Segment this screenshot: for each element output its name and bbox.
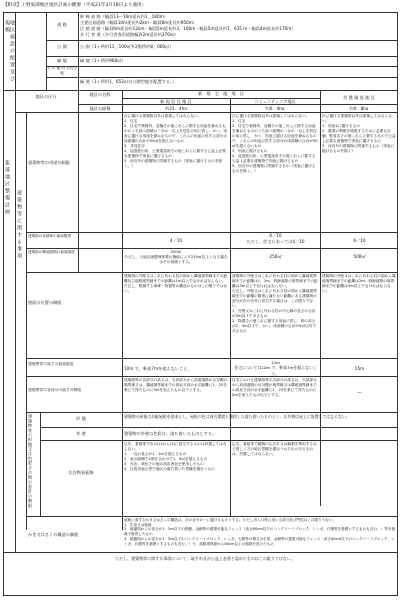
area-residential: 約21．4ha [165, 106, 187, 111]
ad-label: 広告物看板類 [68, 470, 94, 475]
setback-label: 壁面の位置の制限 [28, 300, 62, 305]
form-text: 建築物の屋根は勾配屋根を基本とし、屋根の色は周辺環境と調和した落ち着いたものとし、広告物は屋上に設置してはならない。 [124, 414, 350, 419]
footer-note: ただし、建築物等に関する事項について、取手市長が公益上必要と認めたものはこの限りではない。 [115, 556, 295, 561]
green-label: 緑 地 [57, 58, 67, 63]
far-residential: 4／10 [169, 238, 183, 243]
ad-community: 広告、看板等で鋼製の広告灯又は鋼製を利用するなど著しくその地区景観を損なうおそれのあるものは、設置してはならない。 [232, 442, 317, 456]
far-label: 建築物の容積率の最高限度 [28, 234, 72, 238]
document-header: 【附录】上野東部地区地区計画の概要（平成21年3月18日より適用） [3, 3, 147, 8]
site-community: 250㎡ [269, 254, 282, 259]
fence-text: 道路に面するかき又はさくの構造は、次の各号の一に掲げるものとする。ただし出入口等に用いる部分及び門柱はこの限りでない。 1．生垣又は植栽 2．地盤面からの高さが1．5m以下の鉄柵、金網等の透視可能なフェンス（高さ60cm以下のコンクリートブロック、レンガ、石積等を基礎とするものも含む。）等を植栽で修景したもの 3．地盤面からの高さが1．5m以下のコンクリートブロック、レンガ、石積等の塀又は生垣、金網等の透視可能なフェンス（高さ60cm以下のコンクリートブロック、レンガ、石積等を基礎とするものも含む。）で、道路境界線から60cm以上の植栽を設けたもの [124, 518, 396, 546]
height-limit-label: 建築物等の各部分の高さの制限 [28, 388, 82, 392]
zone-new-residential: 新 規 宅 地 地 区 [197, 91, 245, 96]
road-line-4: 歩 行 者 道（歩行者専用道路幅員2m延長約370m） [80, 32, 179, 37]
section-label-plan: 集落地区整備計画 [4, 160, 10, 216]
other-space-text: 緑 道（1ヶ所約1，652㎡の公開空地を配置する。） [80, 79, 177, 84]
site-farm: 500㎡ [353, 254, 366, 259]
setback-residential: 建築物の外壁又はこれに代わる柱の面から隣地境界線までの距離及び道路境界線までの距離は1m以上でなければならない。 ただし、附属する車庫・物置等の構造のものはこの限りではない。 [124, 274, 228, 293]
exterior-label: 外 壁 [76, 431, 86, 436]
park-label: 公 園 [57, 44, 67, 49]
zone-new-res-sub: 新 規 居 住 地 区 [160, 99, 192, 104]
height-max-residential: 10m で、軒高7mを超えないこと。 [124, 366, 192, 371]
fence-label: かき又はさくの構造の制限 [28, 532, 79, 537]
ad-residential: 広告、看板等で次の(1)から(3)に該当するものは設置してはならない。 1．一辺の長さが1．2mを超えるもの 2．表示面積で2面を合わせて1．5㎡を超えるもの 3．赤色、黄色その他の高彩度色を使用したもの 4．住居用表示等で地区の落ち着いた景観を損なうもの [124, 442, 227, 471]
zone-community: コミュニティコア地区 [254, 99, 296, 104]
height-max-label: 建築物等の高さの最高限度 [28, 362, 74, 366]
height-limit-residential: 建築物等の各部分の高さは、当該部分から前面道路の反対側の境界線又は、隣地境界線までの真北方向の水平距離に1．25を乗じて得たものに5mを加えたもの以下とする。 [124, 378, 228, 392]
far-community: 6／10 ただし、住宅にあっては4／10 [246, 233, 305, 244]
area-farm: 約0．8ha [349, 106, 369, 111]
far-farm: 6／10 [353, 238, 366, 243]
other-space-label: そ の 他 の 公共空地 [47, 66, 77, 75]
park-text: 公 園（1ヶ所約11，100㎡外2箇所約8，000㎡） [80, 44, 174, 49]
building-design-label: 建築物等の形態又は色彩その他の意匠の制限 [28, 414, 33, 508]
site-residential: 200㎡ ただし、土地区画整理事業の換地により210㎡以上となる場合はその面積とする。 [124, 250, 228, 264]
section-label-detail: 建築物等に関する事項 [16, 190, 22, 260]
use-label: 建築物等の用途の制限 [28, 160, 70, 165]
height-max-community: 12m 住宅については10m で、軒高7mを超えないこと。 [234, 360, 317, 376]
road-line-3: 区 画 道 路（幅員6m延長約12km・幅員5m延長約3，100m・幅員5m延長約1，635 m・幅員4m延長約170m） [80, 26, 296, 31]
use-community-text: 次に掲げる建築物以外は建築してはならない。 1．住宅 2．住宅で事務所、店舗その他これらに類する用途を兼ねるもののうち延べ面積の二分の一以上を居住の用に供し、かつ、別表に掲げる用途を兼ねるもので、これらの用途に供する部分の床面積の合計が50㎡を超えないもの 3．別表に掲げるもの 4．巡査派出所、公衆電話所その他これらに類する公益上必要な建築物で別表に掲げるもの 5．前各号の建築物に附属するもの（別表に掲げるものを除く。） [232, 114, 318, 173]
zone-area-label: 地区の面積 [89, 106, 111, 111]
road-label: 道 路 [57, 22, 67, 27]
road-line-1: 幹 線 道 路（幅員13～16m延長約1，180m） [80, 14, 168, 19]
section-label-facilities: 地区施設の配置及び規模 [4, 20, 15, 83]
green-text: 緑 地（1ヶ所約968㎡） [80, 58, 126, 63]
division-label: 地区の区分 [35, 94, 57, 99]
area-community: 約0．4ha [265, 106, 285, 111]
site-label: 建築物の敷地面積の最低限度 [28, 250, 75, 254]
setback-farm: 建築物の外壁又はこれに代わる柱の面から隣地境界線までの距離は2m、幹線道路の境界線までの距離は3m以上でなければならない。 [322, 274, 396, 293]
form-label: 形 態 [76, 416, 86, 421]
height-limit-community: 住宅における建築物等の各部分の高さは、当該部分から前面道路の反対側の境界線又は隣地境界線までの真北方向の水平距離に1．25を乗じて得たものに5mを加えたもの以下とする。 [232, 378, 317, 397]
height-limit-farm: ― [357, 390, 362, 395]
zone-farm: 営 農 施 設 地 区 [343, 95, 375, 100]
exterior-text: 建築物の外壁の色彩は、落ち着いたものとする。 [124, 431, 217, 436]
setback-community: 建築物の外壁又はこれに代わる柱の面から隣地境界線までの距離は1．2m、幹線道路の境界線までの距離は3m以上でなければならない。 ただし、外壁又はこれに代わる柱の面から隣地境界線までの距離の限度に満たない距離にある建築物の部分が次の各号に該当する場合は、この限りでない。 1．外壁又はこれに代わる柱の中心線の長さの合計が3m以下であるもの 2．物置その他これに類する用途に供し、軒の高さが2．3m以下で、かつ、床面積の合計が5㎡以内であるもの [232, 274, 318, 333]
road-line-2: 主要区画道路（幅員10m延長約2km・幅員8m延長約950m） [80, 20, 197, 25]
use-farm-text: 次に掲げる建築物以外は建築してはならない。 1．別表1に掲げるもの 2．農業の利便を増進するために必要な店舗、飲食店その他これらに類するもので公益上必要な建築物で別表に掲げるもの 3．前各号の建築物に附属するもの（別表に掲げるものを除く） [322, 114, 396, 153]
zone-name-label: 地区の名称 [89, 92, 111, 97]
use-residential-text: 次に掲げる建築物以外は建築してはならない。 1．住宅 2．住宅で事務所、店舗その他これらに類する用途を兼ねるもののうち延べ面積の二分の一以上を居住の用に供し、かつ、別表に掲げる用途を兼ねるもので、これらの用途に供する部分の床面積の合計が50㎡を超えないもの 3．共同住宅 4．巡査派出所、公衆電話所その他これらに類する公益上必要な建築物で別表に掲げるもの 5．前各号の建築物に附属するもの（別表に掲げるものを除く。） [124, 114, 228, 168]
height-max-farm: 15m [354, 366, 365, 371]
